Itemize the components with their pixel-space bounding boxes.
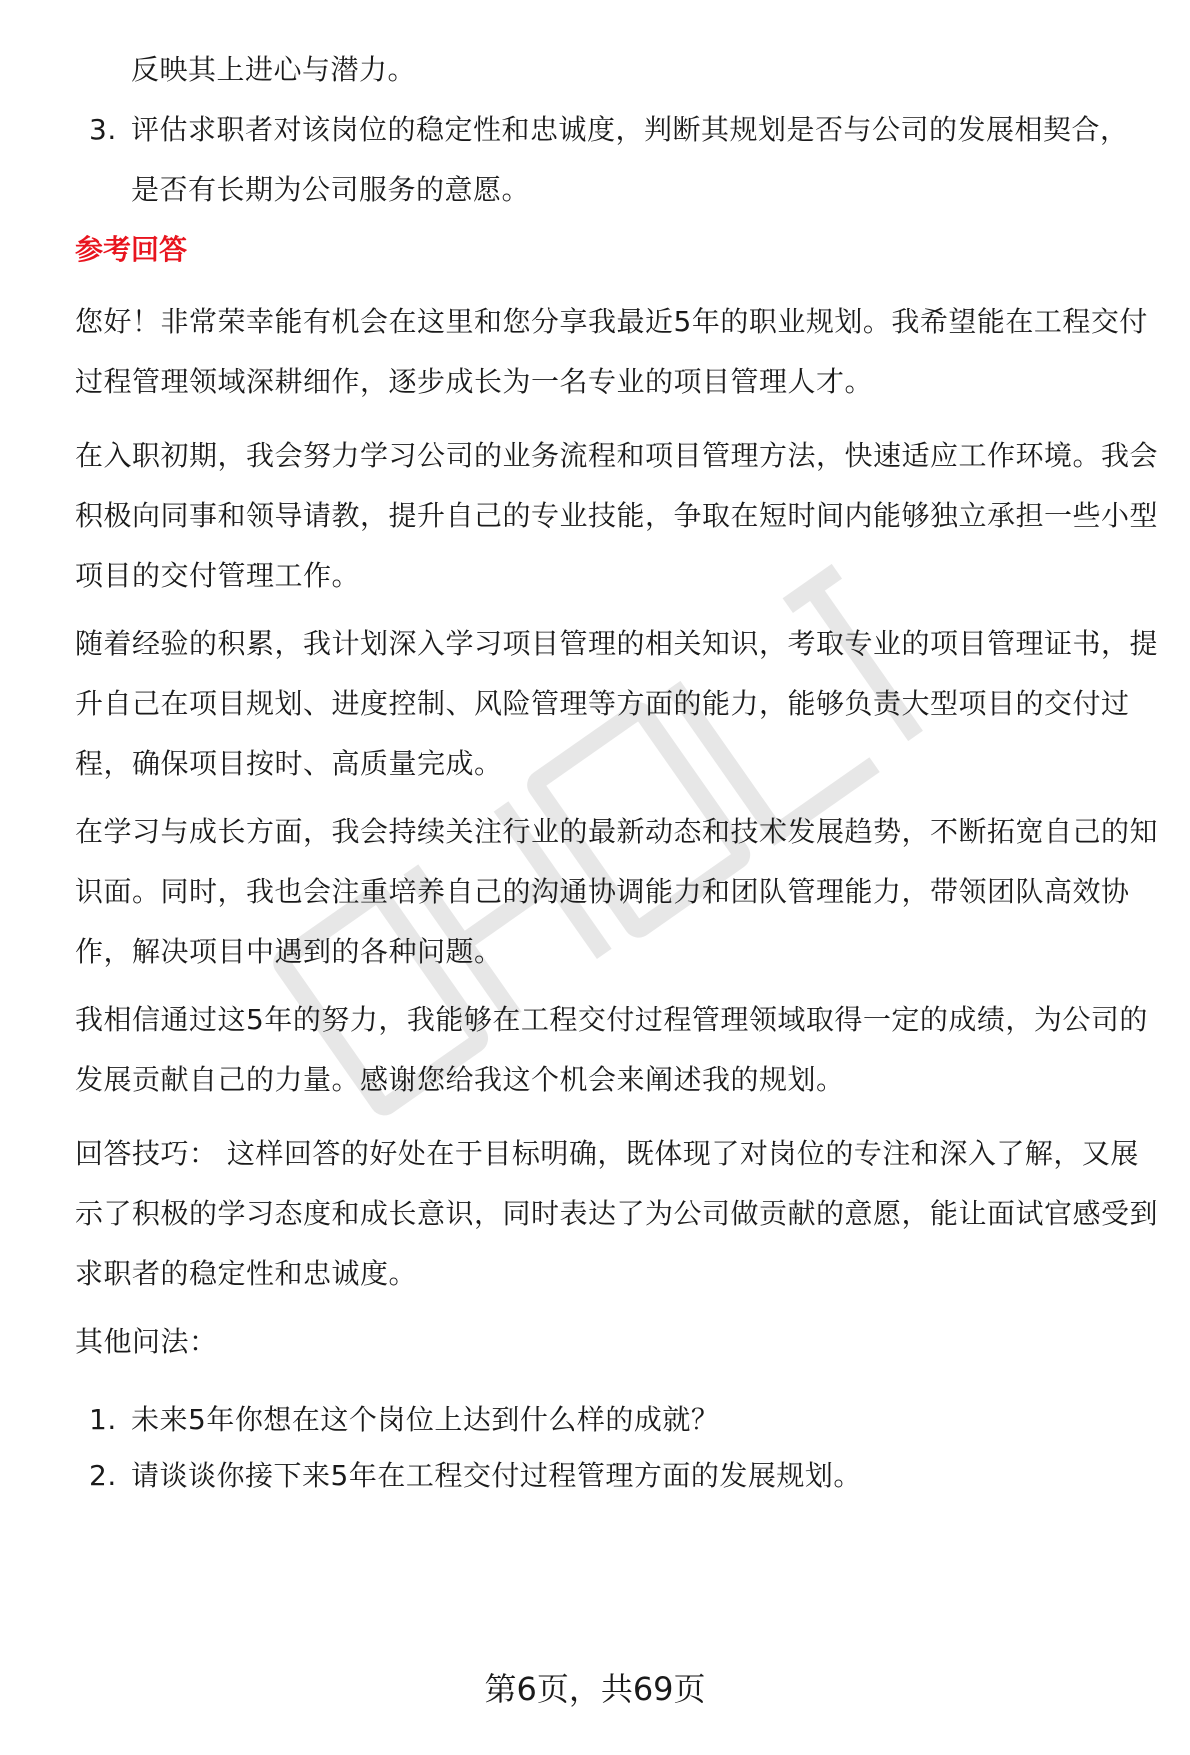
list-item-number: 3.: [89, 113, 117, 146]
list-continuation-text: 反映其上进心与潜力。: [131, 53, 417, 86]
list-item: [75, 1390, 1155, 1450]
paragraph-learning: 在学习与成长方面，我会持续关注行业的最新动态和技术发展趋势，不断拓宽自己的知识面。同时，我也会注重培养自己的沟通协调能力和团队管理能力，带领团队高效协作，解决项目中遇到的各种问题。: [75, 815, 1159, 968]
paragraph-early-stage: 在入职初期，我会努力学习公司的业务流程和项目管理方法，快速适应工作环境。我会积极向同事和领导请教，提升自己的专业技能，争取在短时间内能够独立承担一些小型项目的交付管理工作。: [75, 439, 1159, 592]
list-item: [75, 1446, 1155, 1506]
paragraph-other-questions-label: 其他问法：: [75, 1325, 218, 1358]
list-item-text: 请谈谈你接下来5年在工程交付过程管理方面的发展规划。: [131, 1459, 862, 1492]
list-item: [75, 100, 1155, 220]
page-number-footer: 第6页，共69页: [484, 1670, 706, 1708]
list-item-text: 评估求职者对该岗位的稳定性和忠诚度，判断其规划是否与公司的发展相契合，是否有长期为公司服务的意愿。: [131, 113, 1129, 206]
section-title: 参考回答: [75, 233, 188, 266]
list-item-number: 1.: [89, 1403, 117, 1436]
paragraph-intro: 您好！非常荣幸能有机会在这里和您分享我最近5年的职业规划。我希望能在工程交付过程管理领域深耕细作，逐步成长为一名专业的项目管理人才。: [75, 305, 1148, 398]
list-item-text: 未来5年你想在这个岗位上达到什么样的成就？: [131, 1403, 720, 1436]
paragraph-growth: 随着经验的积累，我计划深入学习项目管理的相关知识，考取专业的项目管理证书，提升自己在项目规划、进度控制、风险管理等方面的能力，能够负责大型项目的交付过程，确保项目按时、高质量完成。: [75, 627, 1159, 780]
paragraph-answer-tips: 回答技巧： 这样回答的好处在于目标明确，既体现了对岗位的专注和深入了解，又展示了积极的学习态度和成长意识，同时表达了为公司做贡献的意愿，能让面试官感受到求职者的稳定性和忠诚度。: [75, 1137, 1159, 1290]
list-item-number: 2.: [89, 1459, 117, 1492]
paragraph-conclusion: 我相信通过这5年的努力，我能够在工程交付过程管理领域取得一定的成绩，为公司的发展贡献自己的力量。感谢您给我这个机会来阐述我的规划。: [75, 1003, 1148, 1096]
